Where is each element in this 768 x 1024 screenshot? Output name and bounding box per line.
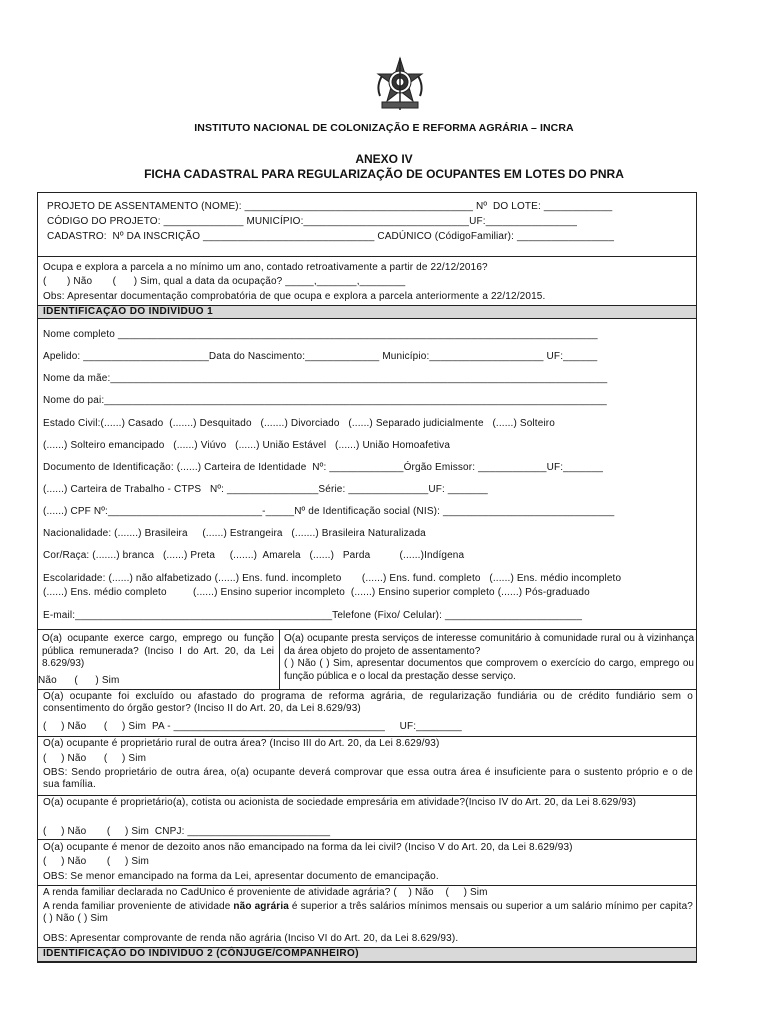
community-service-options[interactable]: ( ) Não ( ) Sim, apresentar documentos que comprovem o exercício do cargo, emprego ou função pública e o local da prestação desse serviço. bbox=[284, 658, 694, 682]
community-service-question bbox=[284, 633, 694, 683]
race-options[interactable]: Cor/Raça: (.......) branca (......) Preta (.......) Amarela (......) Parda (......)Indígena bbox=[43, 550, 465, 561]
community-service-text: O(a) ocupante presta serviços de interesse comunitário à comunidade rural ou à vizinhança da área objeto do projeto de assentamento? bbox=[284, 633, 694, 657]
divider bbox=[38, 839, 696, 840]
occupation-options[interactable]: ( ) Não ( ) Sim, qual a data da ocupação? _____,_______,________ bbox=[43, 276, 406, 287]
email-phone-field[interactable]: E-mail:_____________________________________________Telefone (Fixo/ Celular): ________________________ bbox=[43, 610, 583, 621]
ctps-field[interactable]: (......) Carteira de Trabalho - CTPS Nº: ________________Série: ______________UF: _______ bbox=[43, 484, 488, 495]
rural-owner-obs: OBS: Sendo proprietário de outra área, o(a) ocupante deverá comprovar que essa outra área é insuficiente para o sustento próprio e o de sua família. bbox=[43, 767, 693, 790]
minor-obs: OBS: Se menor emancipado na forma da Lei, apresentar documento de emancipação. bbox=[43, 871, 439, 882]
rural-owner-options[interactable]: ( ) Não ( ) Sim bbox=[43, 753, 147, 764]
registration-form bbox=[37, 192, 697, 963]
section1-header: IDENTIFICAÇÃO DO INDIVÍDUO 1 bbox=[38, 305, 696, 319]
occupation-obs: Obs: Apresentar documentação comprobatória de que ocupa e explora a parcela anteriormente a 22/12/2015. bbox=[43, 291, 546, 302]
minor-question: O(a) ocupante é menor de dezoito anos não emancipado na forma da lei civil? (Inciso V do Art. 20, da Lei 8.629/93) bbox=[43, 842, 573, 853]
public-job-options[interactable]: Não ( ) Sim bbox=[38, 675, 120, 686]
institute-name: INSTITUTO NACIONAL DE COLONIZAÇÃO E REFORMA AGRÁRIA – INCRA bbox=[194, 122, 574, 134]
income-obs: OBS: Apresentar comprovante de renda não agrária (Inciso VI do Art. 20, da Lei 8.629/93). bbox=[43, 933, 459, 944]
annex-label: ANEXO IV bbox=[355, 152, 413, 166]
mother-name-field[interactable]: Nome da mãe:_______________________________________________________________________________________ bbox=[43, 373, 608, 384]
income-q2-text-b: é superior a três salários mínimos mensais ou superior a um salário mínimo per capita? ( ) Não ( ) Sim bbox=[43, 901, 693, 924]
public-job-question bbox=[42, 633, 274, 671]
form-title: FICHA CADASTRAL PARA REGULARIZAÇÃO DE OCUPANTES EM LOTES DO PNRA bbox=[144, 167, 624, 181]
excluded-question: O(a) ocupante foi excluído ou afastado do programa de reforma agrária, de regularização fundiária ou de crédito fundiário sem o consentimento do órgão gestor? (Inciso II do Art. 20, da Lei 8.629/93) bbox=[43, 691, 693, 714]
occupation-question: Ocupa e explora a parcela a no mínimo um ano, contado retroativamente a partir de 22/12/2016? bbox=[43, 262, 488, 273]
registration-number-field[interactable]: CADASTRO: Nº DA INSCRIÇÃO ______________________________ CADÚNICO (CódigoFamiliar): _________________ bbox=[47, 231, 615, 242]
public-job-text: O(a) ocupante exerce cargo, emprego ou função pública remunerada? (Inciso I do Art. 20, da Lei 8.629/93) bbox=[42, 633, 274, 669]
project-name-field[interactable]: PROJETO DE ASSENTAMENTO (NOME): ________________________________________ Nº DO LOTE: ____________ bbox=[47, 201, 613, 212]
father-name-field[interactable]: Nome do pai:________________________________________________________________________________________ bbox=[43, 395, 607, 406]
cpf-nis-field[interactable]: (......) CPF Nº:___________________________-_____Nº de Identificação social (NIS): ______________________________ bbox=[43, 506, 615, 517]
minor-options[interactable]: ( ) Não ( ) Sim bbox=[43, 856, 150, 867]
section2-header: IDENTIFICAÇÃO DO INDIVÍDUO 2 (CÔNJUGE/COMPANHEIRO) bbox=[38, 947, 696, 962]
project-code-field[interactable]: CÓDIGO DO PROJETO: ______________ MUNICÍPIO:_____________________________UF:________________ bbox=[47, 216, 578, 227]
rural-owner-question: O(a) ocupante é proprietário rural de outra área? (Inciso III do Art. 20, da Lei 8.629/93) bbox=[43, 738, 440, 749]
company-options[interactable]: ( ) Não ( ) Sim CNPJ: _________________________ bbox=[43, 826, 331, 837]
education-options[interactable]: Escolaridade: (......) não alfabetizado (......) Ens. fund. incompleto (......) Ens. fund. completo (......) Ens. médio incompleto bbox=[43, 573, 622, 584]
full-name-field[interactable]: Nome completo ____________________________________________________________________________________ bbox=[43, 329, 598, 340]
divider bbox=[38, 629, 696, 630]
income-q2-bold: não agrária bbox=[233, 901, 289, 912]
divider bbox=[38, 885, 696, 886]
nickname-birth-field[interactable]: Apelido: ______________________Data do Nascimento:_____________ Município:____________________ UF:______ bbox=[43, 351, 598, 362]
column-divider bbox=[279, 630, 280, 689]
identity-document-field[interactable]: Documento de Identificação: (......) Carteira de Identidade Nº: _____________Órgão Emissor: ____________UF:_______ bbox=[43, 462, 604, 473]
education-options-2[interactable]: (......) Ens. médio completo (......) Ensino superior incompleto (......) Ensino superior completo (......) Pós-graduado bbox=[43, 587, 590, 598]
civil-status-options[interactable]: Estado Civil:(......) Casado (.......) Desquitado (.......) Divorciado (......) Separado judicialmente (......) Solteiro bbox=[43, 418, 556, 429]
divider bbox=[38, 795, 696, 796]
income-question-2[interactable] bbox=[43, 901, 693, 925]
nationality-options[interactable]: Nacionalidade: (.......) Brasileira (......) Estrangeira (.......) Brasileira Naturalizada bbox=[43, 528, 426, 539]
excluded-options[interactable]: ( ) Não ( ) Sim PA - _____________________________________ UF:________ bbox=[43, 721, 462, 732]
income-question-1[interactable]: A renda familiar declarada no CadUnico é proveniente de atividade agrária? ( ) Não ( ) Sim bbox=[43, 887, 488, 898]
divider bbox=[38, 256, 696, 257]
divider bbox=[38, 689, 696, 690]
brazil-coat-of-arms-icon bbox=[372, 56, 428, 112]
income-q2-text-a: A renda familiar proveniente de atividade bbox=[43, 901, 234, 912]
company-question: O(a) ocupante é proprietário(a), cotista ou acionista de sociedade empresária em atividade?(Inciso IV do Art. 20, da Lei 8.629/93) bbox=[43, 797, 637, 808]
civil-status-options-2[interactable]: (......) Solteiro emancipado (......) Viúvo (......) União Estável (......) União Homoafetiva bbox=[43, 440, 451, 451]
divider bbox=[38, 736, 696, 737]
